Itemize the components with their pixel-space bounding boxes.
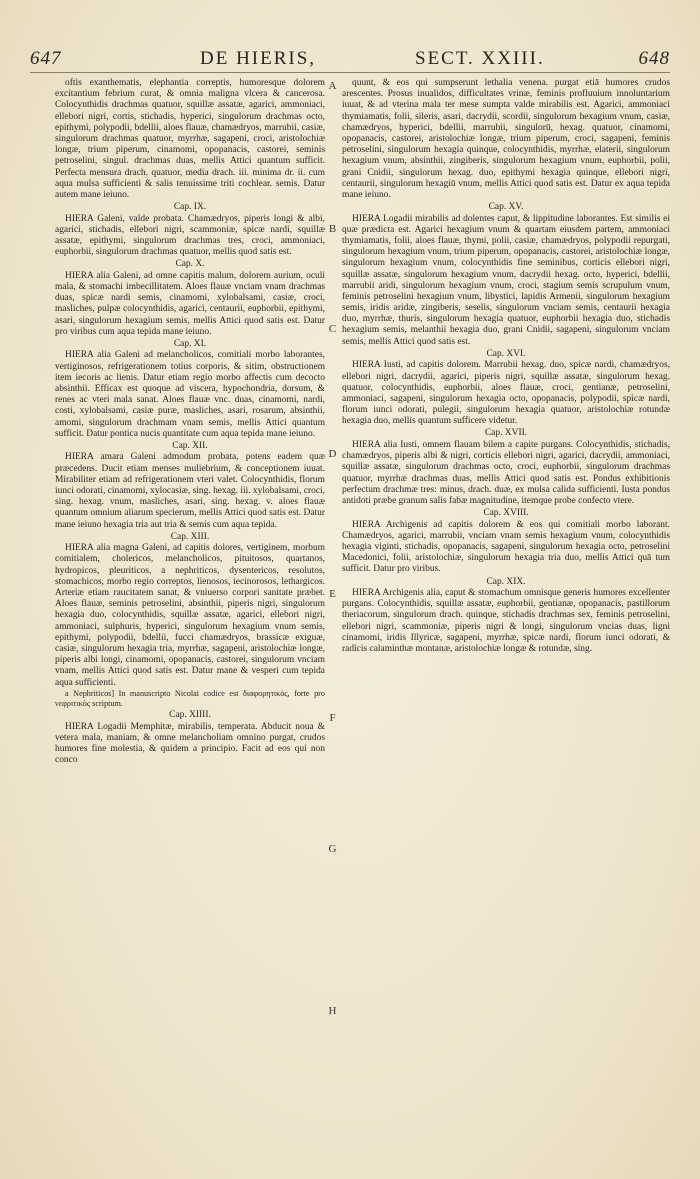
paragraph: HIERA Archigenis ad capitis dolorem & eos qui comitiali morbo laborant. Chamædryos, agarici, marrubii, vnciam vnam semis hexagium vnum, colocynthidis hexagia viginti, stichadis, opopanacis, sagapeni, singulorum hexagia octo, petroselini Macedonici, folii, aristolochiæ, singulorum hexagia tria duo, mellis Attici quā tum sufficit. Datur pro viribus.: [342, 519, 670, 575]
chapter-heading: Cap. XVII.: [484, 428, 528, 439]
header-rule: [30, 72, 670, 73]
chapter-heading: Cap. XII.: [172, 440, 208, 451]
right-column: [342, 78, 670, 1149]
margin-letter: D: [328, 448, 337, 460]
margin-letter: F: [329, 712, 336, 724]
left-column: [55, 78, 325, 1149]
paragraph: HIERA Logadii mirabilis ad dolentes caput, & lippitudine laborantes. Est similis ei quæ prædicta est. Agarici hexagium vnum & quartam eiusdem partem, ammoniaci thymiamatis, folii, aloes flauæ, thymi, polii, casiæ, chamædryos, polypodii repurgati, singulorum hexagium vnum, trium piperum, opopanacis, castorei, aristolochiæ longæ, singulorum hexagium vnum, colocynthidis fine seminibus, corticis ellebori nigri, squillæ assatæ, singulorum hexagium vnum, dacrydii hexag. octo, hyperici, bdellii, marrubii aridi, singulorum hexagium vnum, croci, stagium semis scrupulum vnum, feminis petroselini hexagium vnum, libystici, lapidis Armenii, singulorum hexagium semis, iridis aridæ, zingiberis, seselis, singulorum vnciam semis, centaurii hexagia duo, myrrhæ, thuris, singulorum hexagia quatuor, euphorbii hexagia duo, stichadis hexagium semis, melanthii hexagia duo, grani Cnidii, sagapeni, singulorum vnciam semis, mellis Attici quod satis est.: [342, 213, 670, 347]
margin-letter: H: [328, 1005, 337, 1017]
chapter-heading: Cap. XIIII.: [169, 710, 211, 721]
paragraph: HIERA Galeni, valde probata. Chamædryos, piperis longi & albi, agarici, stichadis, ellebori nigri, scammoniæ, spicæ nardi, squillæ assatæ, epithymi, singulorum drachmas tres, croci, ammoniaci, euphorbii, singulorum drachmas quatuor, mellis quod satis est.: [55, 213, 325, 258]
paragraph: HIERA amara Galeni admodum probata, potens eadem quæ præcedens. Ducit etiam menses muliebrium, & conceptionem iuuat. Mirabiliter etiam ad refrigerationem vteri valet. Colocynthidis, florum iunci odorati, cinamomi, xylocasiæ, sing. hexag. iii. xylobalsami, croci, sing. hexag. vnum, masliches, asari, sing. hexag. v. aloes flauæ quantum omnium aliarum specierum, mellis Attici quod satis est. Datur mane ieiuno hexagia tria aut tria & semis cum aqua tepida.: [55, 452, 325, 530]
running-title: DE HIERIS,: [200, 48, 317, 69]
paragraph: HIERA alia Iusti, omnem flauam bilem a capite purgans. Colocynthidis, stichadis, chamædryos, piperis albi & nigri, corticis ellebori nigri, agarici, dacrydii, ammoniaci, squillæ assatæ, singulorum drachmas octo, croci, euphorbii, singulorum drachmas quatuor, myrrhæ drachmas duas, mellis Attici quod satis est. Pondus exhibitionis perfectum drachmæ tres: minus, drach. duæ, ex mulsa calida sufficienti. Iusta pondus antidoti præbe granum salis fabæ magnitudine, itemque probe confecto vtere.: [342, 439, 670, 506]
margin-letter: B: [328, 223, 337, 235]
page-number-left: 647: [30, 48, 62, 69]
paragraph: HIERA alia Galeni ad melancholicos, comitiali morbo laborantes, vertiginosos, refrigerationem totius corporis, & sitim, obstructionem item iecoris ac lienis. Datur etiam regio morbo affectis cum decocto absinthii. Efficax est quoque ad viscera, hypochondria, dorsum, & renes ac vteri mala sanat. Aloes flauæ vnc. duas, cinamomi, nardi, costi, xylobalsami, casiæ puræ, masliches, asari, rosarum, absinthii, amomi, singulorum drachmam vnam semis, mellis Attici quantum sufficit. Datur pontica nucis quantitate cum aqua tepida mane ieiuno.: [55, 350, 325, 439]
paragraph: HIERA alia magna Galeni, ad capitis dolores, vertiginem, morbum comitialem, cholericos, melancholicos, pituitosos, quartanos, hydropicos, pleuriticos, a nephriticos, dysentericos, resolutos, stomachicos, morbo regio correptos, lienosos, iecinorosos, lethargicos. Arteriæ etiam raucitatem sanat, & vniuerso corpori sanitate præbet. Aloes flauæ, seminis petroselini, absinthii, piperis nigri, singulorum hexagia duo, colocynthidis, squillæ assatæ, agarici, ellebori nigri, ammoniaci, sulphuris, hyperici, singulorum hexagium vnum semis, epithymi, polypodii, bdellii, fucci chamædryos, brassicæ exiguæ, casiæ, singulorum hexagia tria, myrrhæ, sagapeni, aristolochiæ longæ, piperis albi longi, cinamomi, opopanacis, castorei, singulorum vnciam vnam, mellis Attici quod satis est. Datur mane & vesperi cum tepida aqua sufficienti.: [55, 543, 325, 688]
paragraph: oftis exanthematis, elephantia correptis, humoresque dolorem excitantium febrium curat, & omnia maligna vlcera & cancerosa. Colocynthidis drachmas quatuor, squillæ assatæ, agarici, ammoniaci, ellebori nigri, cortis, stichadis, hyperici, singulorum drachmas octo, epithymi, polypodii, bdellii, aloes flauæ, chamædryos, marrubii, casiæ, singulorum drachmas quatuor, myrrhæ, sagapeni, croci, aristolochiæ longæ, trium piperum, cinamomi, opopanacis, castorei, seminis petroselini, singul. drachmas duas, mellis Attici quantum sufficit. Perfecta mensura drach. quatuor, media drach. iii. minima dr. ii. cum aqua mulsa sufficienti & salis tenuissime triti cochlear. semis. Datur autem mane ieiuno.: [55, 78, 325, 200]
running-header: [30, 48, 670, 74]
paragraph: HIERA alia Galeni, ad omne capitis malum, dolorem aurium, oculi mala, & stomachi imbecillitatem. Aloes flauæ vnciam vnam drachmas duas, spicæ nardi semis, cinamomi, xylobalsami, casiæ, croci, masliches, pulpæ colocynthidis, agarici, centaurii, euphorbii, epithymi, asari, singulorum hexagium semis, mellis Attici quod satis est. Datur pro viribus cum aqua tepida mane ieiuno.: [55, 270, 325, 337]
paragraph: HIERA Iusti, ad capitis dolorem. Marrubii hexag. duo, spicæ nardi, chamædryos, ellebori nigri, dacrydii, agarici, piperis nigri, squillæ assatæ, singulorum hexag. quatuor, colocynthidis, euphorbii, aloes flauæ, croci, gentianæ, petroselini, ammoniaci, sagapeni, singulorum hexagia octo, opopanacis, polypodii, spicæ nardi, florum iunci odorati, pulegii, singulorum hexagia quatuor, aristolochiæ rotundæ hexagia duo, mellis quantum sufficere videtur.: [342, 360, 670, 427]
margin-letter: A: [328, 80, 337, 92]
chapter-heading: Cap. XIII.: [170, 531, 210, 542]
chapter-heading: Cap. XVI.: [486, 348, 526, 359]
paragraph: HIERA Archigenis alia, caput & stomachum omnisque generis humores excellenter purgans. Colocynthidis, squillæ assatæ, euphorbii, gentianæ, opopanacis, pastillorum theriacorum, singulorum drach. quinque, stichadis drachmas sex, feminis petroselini, ellebori nigri, scammoniæ, piperis nigri & longi, singulorum vncias duas, ligni cinamomi, iridis Illyricæ, sagapeni, myrrhæ, spicæ nardi, florum iunci odorati, & radicis calaminthæ montanæ, aristolochiæ longæ & rotundæ, sing.: [342, 588, 670, 654]
chapter-heading: Cap. XVIII.: [483, 508, 529, 519]
page-number-right: 648: [638, 48, 670, 69]
chapter-heading: Cap. XI.: [173, 338, 207, 349]
chapter-heading: Cap. X.: [175, 259, 205, 270]
chapter-heading: Cap. XV.: [488, 202, 524, 213]
margin-letter: G: [328, 843, 337, 855]
paragraph: HIERA Logadii Memphitæ, mirabilis, temperata. Abducit noua & vetera mala, maniam, & omne melancholiam omnino purgat, crudos humores fine molestia, & quidem a principio. Facit ad eos qui non conco: [55, 721, 325, 766]
margin-letter: E: [329, 588, 336, 600]
margin-letter: C: [328, 323, 337, 335]
paragraph: quunt, & eos qui sumpserunt lethalia venena. purgat etiā humores crudos arescentes. Prosus inualidos, difficultates vrinæ, feminis profluuium innoluntarium iuuat, & ad vterina mala ter mese sumpta valde mirabilis est. Agarici, ammoniaci thymiamatis, folii, sileris, asari, dacrydii, scordii, singulorum hexagium vnum, casiæ, chamædryos, hyperici, bdellii, marrubii, singulorū, hexag. quatuor, cinamomi, opopanacis, castorei, aristolochiæ longæ, trium piperum, croci, sagapeni, feminis petroselini, singulorum hexagia quinque, colocynthidis, myrrhæ, elaterii, singulorum hexagium vnum, absinthii, zingiberis, singulorum hexagium vnum, euphorbii, polii, grani Cnidii, singulorum hexag. duo, epithymi hexagia quinque, ellebori nigri, centaurii, singulorum hexagiū vnum, mellis Attici quod satis est. Datur ex aqua tepida mane ieiuno.: [342, 78, 670, 200]
footnote: a Nephriticos] In manuscripto Nicolai codice est διαφορητικὸς, forte pro νεφριτικὸς scriptum.: [55, 688, 325, 708]
chapter-heading: Cap. XIX.: [486, 576, 526, 587]
chapter-heading: Cap. IX.: [173, 202, 207, 213]
section-number: SECT. XXIII.: [415, 48, 545, 69]
